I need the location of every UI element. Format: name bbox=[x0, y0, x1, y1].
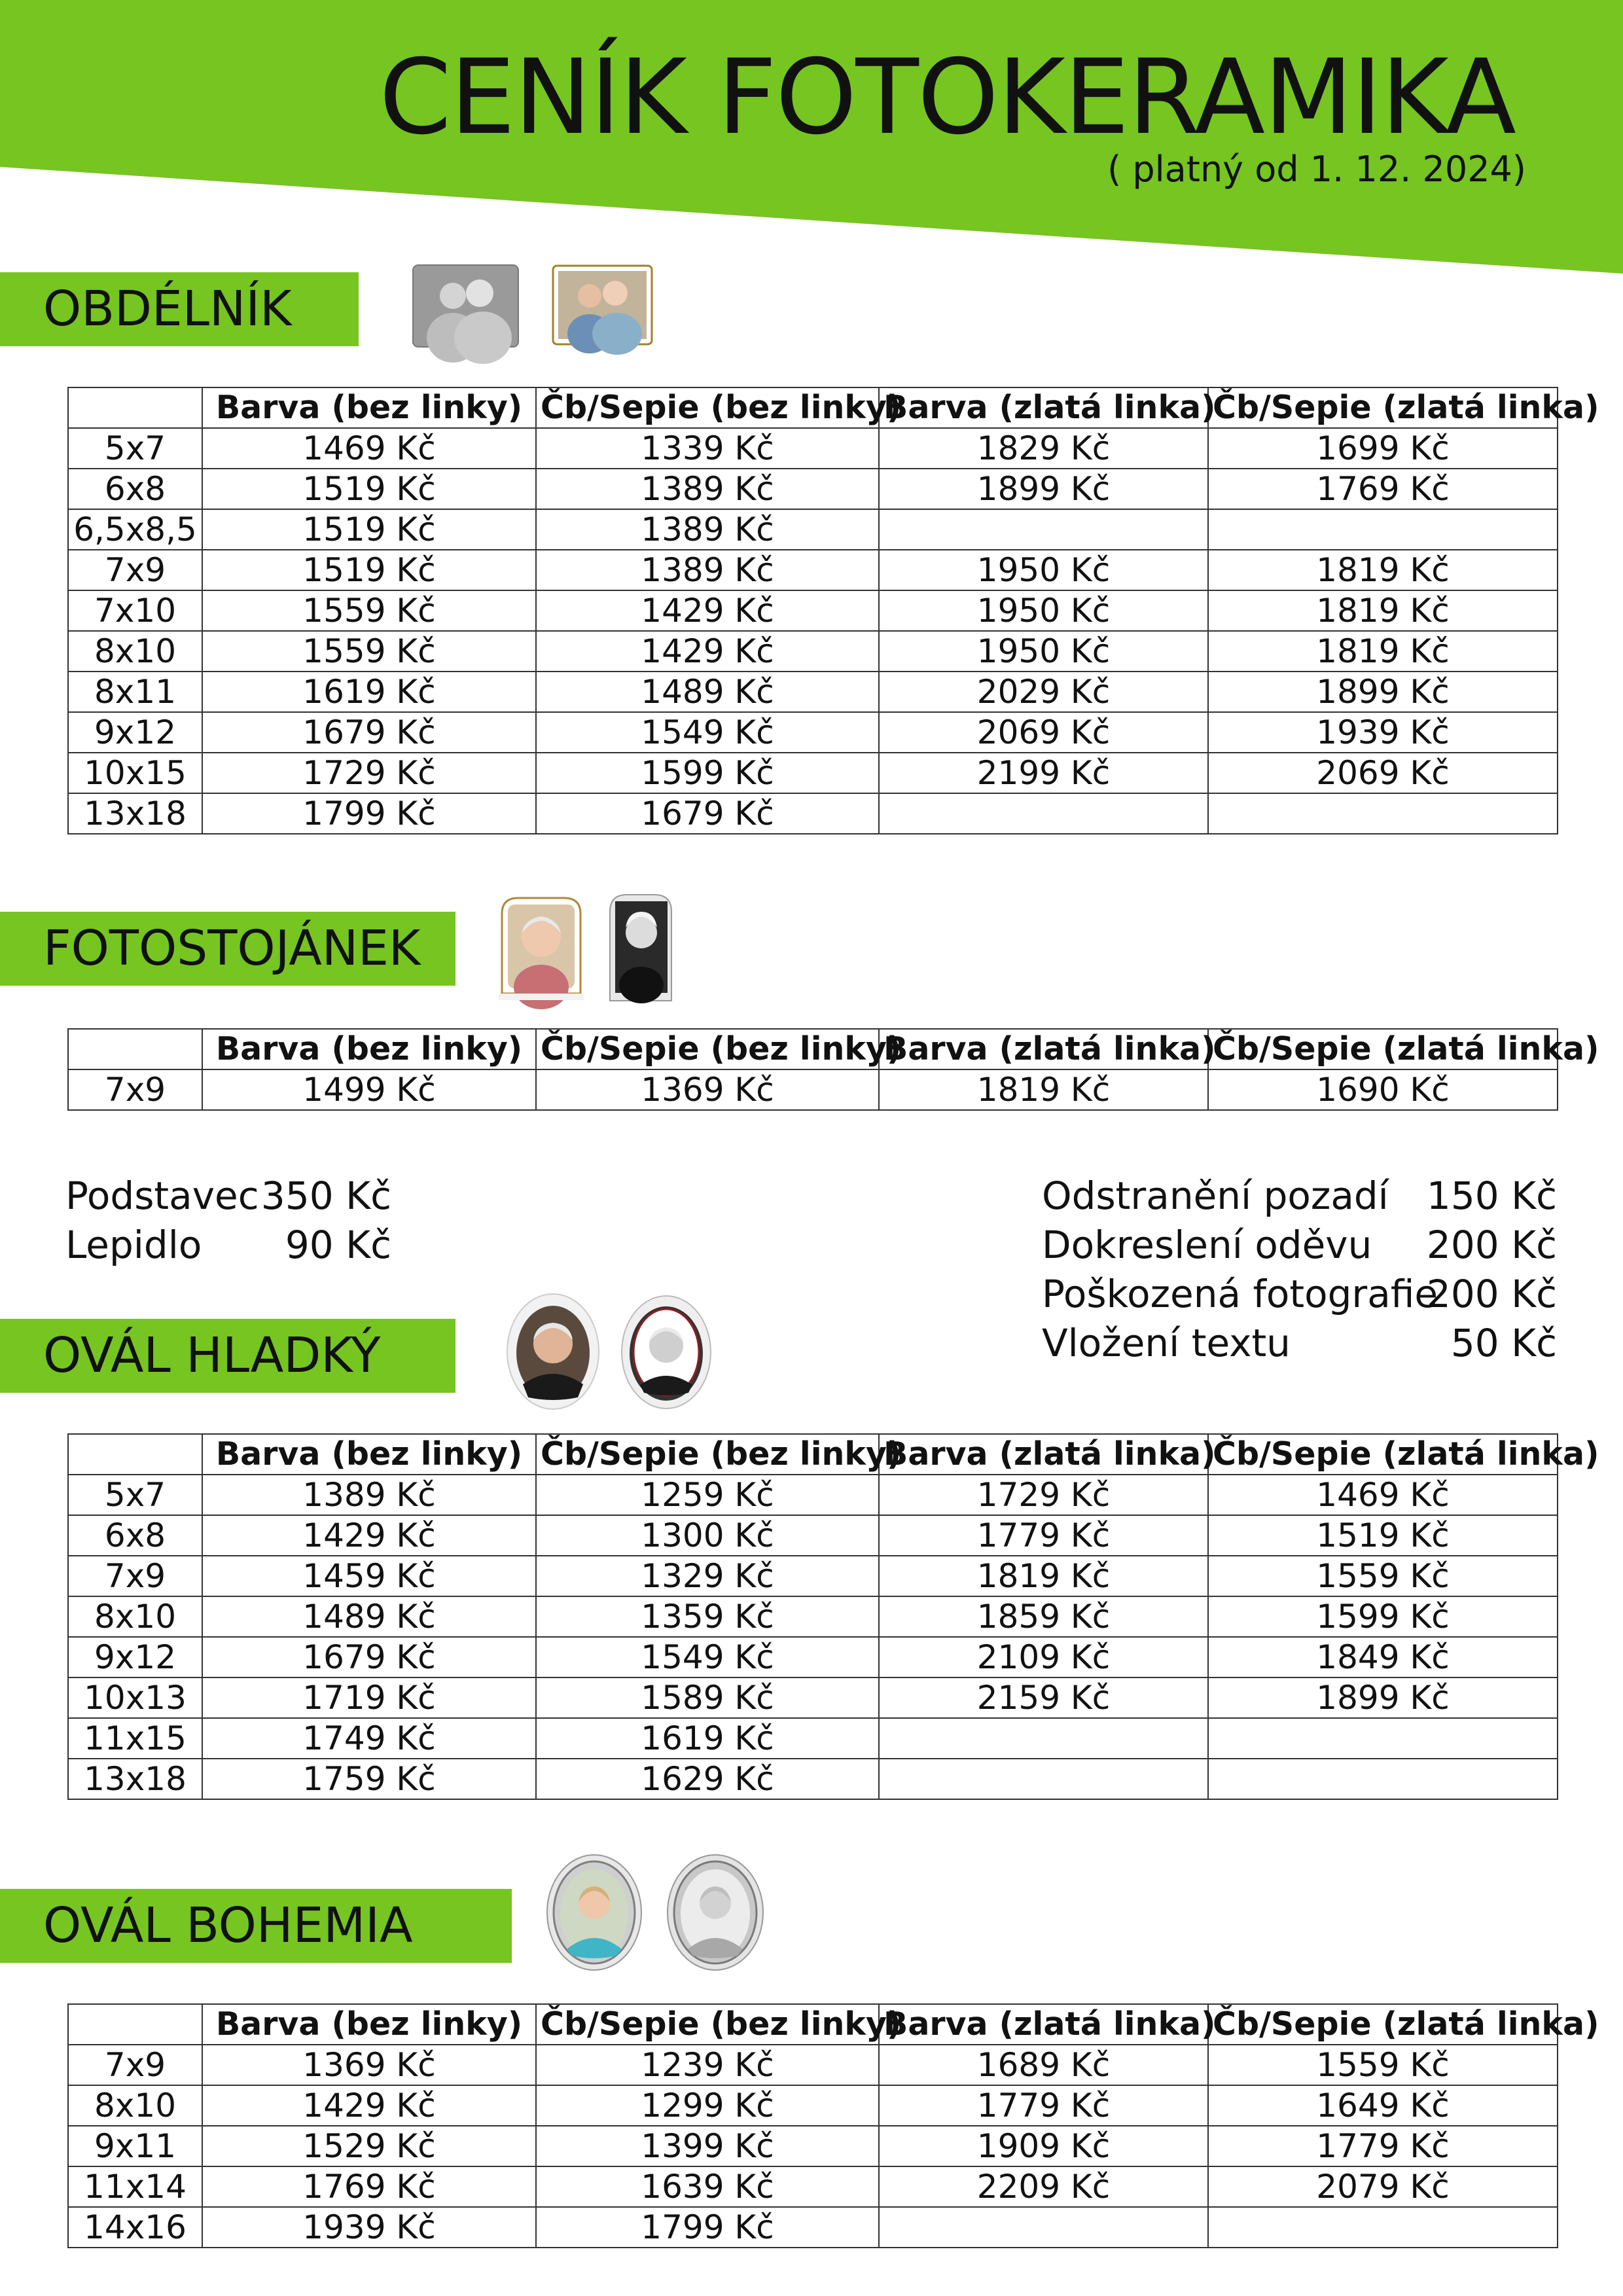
extra-price: 50 Kč bbox=[1450, 1321, 1557, 1365]
price-cell: 2079 Kč bbox=[1208, 2166, 1558, 2207]
table-row bbox=[68, 1637, 1558, 1677]
table-row bbox=[68, 1515, 1558, 1556]
column-header: Barva (zlatá linka) bbox=[879, 2004, 1208, 2045]
price-cell: 2069 Kč bbox=[879, 712, 1208, 753]
price-cell: 1329 Kč bbox=[536, 1556, 879, 1596]
column-header: Čb/Sepie (zlatá linka) bbox=[1208, 2004, 1558, 2045]
price-cell bbox=[879, 793, 1208, 834]
price-cell: 1489 Kč bbox=[536, 672, 879, 712]
size-cell: 7x9 bbox=[68, 1069, 202, 1110]
price-cell: 1819 Kč bbox=[1208, 550, 1558, 590]
section-label-fotostojanek: FOTOSTOJÁNEK bbox=[0, 912, 455, 986]
extra-name: Podstavec bbox=[65, 1174, 259, 1218]
extras-right-list bbox=[1042, 1172, 1557, 1368]
price-cell: 1619 Kč bbox=[202, 672, 536, 712]
extra-name: Lepidlo bbox=[65, 1223, 202, 1267]
size-cell: 10x13 bbox=[68, 1677, 202, 1718]
price-cell: 1459 Kč bbox=[202, 1556, 536, 1596]
price-cell: 2199 Kč bbox=[879, 753, 1208, 793]
price-table-oval-hladky bbox=[67, 1433, 1599, 1800]
section-label-obdelnik: OBDÉLNÍK bbox=[0, 272, 359, 346]
extras-row bbox=[1042, 1172, 1557, 1221]
column-header: Barva (bez linky) bbox=[202, 2004, 536, 2045]
column-header: Barva (zlatá linka) bbox=[879, 1029, 1208, 1069]
price-cell: 1399 Kč bbox=[536, 2126, 879, 2166]
price-cell: 1769 Kč bbox=[202, 2166, 536, 2207]
table-row bbox=[68, 712, 1558, 753]
size-cell: 10x15 bbox=[68, 753, 202, 793]
price-cell: 2109 Kč bbox=[879, 1637, 1208, 1677]
table-row bbox=[68, 753, 1558, 793]
page-subtitle: ( platný od 1. 12. 2024) bbox=[1107, 149, 1526, 190]
price-cell: 1589 Kč bbox=[536, 1677, 879, 1718]
price-cell: 1729 Kč bbox=[879, 1475, 1208, 1515]
price-cell: 1389 Kč bbox=[536, 550, 879, 590]
price-cell: 1519 Kč bbox=[202, 469, 536, 509]
price-cell: 1689 Kč bbox=[879, 2045, 1208, 2085]
price-cell: 1529 Kč bbox=[202, 2126, 536, 2166]
price-cell: 1679 Kč bbox=[202, 712, 536, 753]
price-cell: 1859 Kč bbox=[879, 1596, 1208, 1637]
size-cell: 5x7 bbox=[68, 428, 202, 469]
table-row bbox=[68, 469, 1558, 509]
size-cell: 7x9 bbox=[68, 2045, 202, 2085]
photo-thumbnail-color-gold-rectangle bbox=[552, 264, 653, 346]
table-row bbox=[68, 793, 1558, 834]
price-cell: 1519 Kč bbox=[202, 509, 536, 550]
price-cell: 2069 Kč bbox=[1208, 753, 1558, 793]
price-cell bbox=[1208, 509, 1558, 550]
price-cell: 1719 Kč bbox=[202, 1677, 536, 1718]
table-row bbox=[68, 2045, 1558, 2085]
column-header: Čb/Sepie (zlatá linka) bbox=[1208, 1029, 1558, 1069]
size-cell: 7x9 bbox=[68, 1556, 202, 1596]
price-cell: 1429 Kč bbox=[202, 2085, 536, 2126]
price-cell: 1300 Kč bbox=[536, 1515, 879, 1556]
header-blank-cell bbox=[68, 2004, 202, 2045]
price-cell bbox=[1208, 1718, 1558, 1759]
price-cell: 1899 Kč bbox=[1208, 672, 1558, 712]
extras-row bbox=[65, 1172, 391, 1221]
column-header: Barva (zlatá linka) bbox=[879, 1434, 1208, 1475]
extra-name: Poškozená fotografie bbox=[1042, 1272, 1438, 1316]
price-cell: 1729 Kč bbox=[202, 753, 536, 793]
oval-bohemia-thumbnail-color bbox=[546, 1854, 643, 1971]
table-row bbox=[68, 428, 1558, 469]
price-cell: 1819 Kč bbox=[1208, 631, 1558, 672]
extras-row bbox=[65, 1221, 391, 1270]
price-cell: 1799 Kč bbox=[202, 793, 536, 834]
size-cell: 8x10 bbox=[68, 1596, 202, 1637]
column-header: Čb/Sepie (zlatá linka) bbox=[1208, 1434, 1558, 1475]
price-cell: 1559 Kč bbox=[202, 590, 536, 631]
price-cell: 1909 Kč bbox=[879, 2126, 1208, 2166]
oval-thumbnail-color bbox=[506, 1293, 601, 1410]
price-cell: 1619 Kč bbox=[536, 1718, 879, 1759]
extras-left-list bbox=[65, 1172, 391, 1270]
table-row bbox=[68, 2085, 1558, 2126]
price-cell: 1559 Kč bbox=[1208, 2045, 1558, 2085]
size-cell: 9x12 bbox=[68, 712, 202, 753]
price-cell: 1429 Kč bbox=[202, 1515, 536, 1556]
table-row bbox=[68, 1718, 1558, 1759]
extras-row bbox=[1042, 1270, 1557, 1319]
price-cell: 1359 Kč bbox=[536, 1596, 879, 1637]
price-cell: 1259 Kč bbox=[536, 1475, 879, 1515]
size-cell: 6x8 bbox=[68, 1515, 202, 1556]
price-cell: 1690 Kč bbox=[1208, 1069, 1558, 1110]
price-cell: 1469 Kč bbox=[1208, 1475, 1558, 1515]
price-cell: 1549 Kč bbox=[536, 712, 879, 753]
price-cell: 1559 Kč bbox=[1208, 1556, 1558, 1596]
page-title: CENÍK FOTOKERAMIKA bbox=[379, 37, 1515, 158]
price-cell: 1799 Kč bbox=[536, 2207, 879, 2248]
price-cell: 1389 Kč bbox=[536, 469, 879, 509]
table-row bbox=[68, 1475, 1558, 1515]
price-cell: 1950 Kč bbox=[879, 631, 1208, 672]
price-table-oval-bohemia bbox=[67, 2003, 1599, 2248]
table-row bbox=[68, 2207, 1558, 2248]
price-cell: 1829 Kč bbox=[879, 428, 1208, 469]
column-header: Čb/Sepie (bez linky) bbox=[536, 1029, 879, 1069]
price-cell: 1429 Kč bbox=[536, 590, 879, 631]
price-cell: 1239 Kč bbox=[536, 2045, 879, 2085]
table-row bbox=[68, 550, 1558, 590]
price-cell bbox=[1208, 1759, 1558, 1799]
price-cell: 1779 Kč bbox=[879, 1515, 1208, 1556]
photo-stand-thumbnail-color bbox=[499, 895, 584, 1001]
price-cell: 1769 Kč bbox=[1208, 469, 1558, 509]
price-cell: 1950 Kč bbox=[879, 590, 1208, 631]
price-cell: 1849 Kč bbox=[1208, 1637, 1558, 1677]
price-cell: 1639 Kč bbox=[536, 2166, 879, 2207]
table-row bbox=[68, 1069, 1558, 1110]
column-header: Čb/Sepie (bez linky) bbox=[536, 2004, 879, 2045]
price-cell: 1629 Kč bbox=[536, 1759, 879, 1799]
header-blank-cell bbox=[68, 1029, 202, 1069]
price-cell: 1299 Kč bbox=[536, 2085, 879, 2126]
size-cell: 8x11 bbox=[68, 672, 202, 712]
table-header-row bbox=[68, 387, 1558, 428]
column-header: Čb/Sepie (zlatá linka) bbox=[1208, 387, 1558, 428]
extra-price: 150 Kč bbox=[1426, 1174, 1557, 1218]
column-header: Barva (bez linky) bbox=[202, 1029, 536, 1069]
column-header: Barva (bez linky) bbox=[202, 387, 536, 428]
extra-name: Vložení textu bbox=[1042, 1321, 1291, 1365]
column-header: Barva (zlatá linka) bbox=[879, 387, 1208, 428]
extra-price: 200 Kč bbox=[1426, 1223, 1557, 1267]
table-row bbox=[68, 1556, 1558, 1596]
extra-name: Odstranění pozadí bbox=[1042, 1174, 1389, 1218]
extra-price: 200 Kč bbox=[1426, 1272, 1557, 1316]
table-row bbox=[68, 1759, 1558, 1799]
price-cell: 1599 Kč bbox=[1208, 1596, 1558, 1637]
price-cell: 1489 Kč bbox=[202, 1596, 536, 1637]
price-cell: 1819 Kč bbox=[879, 1556, 1208, 1596]
size-cell: 11x14 bbox=[68, 2166, 202, 2207]
price-table-obdelnik bbox=[67, 387, 1599, 834]
table-row bbox=[68, 590, 1558, 631]
price-cell: 1699 Kč bbox=[1208, 428, 1558, 469]
price-cell: 1939 Kč bbox=[202, 2207, 536, 2248]
photo-stand-thumbnail-bw bbox=[606, 892, 675, 1003]
size-cell: 9x11 bbox=[68, 2126, 202, 2166]
size-cell: 8x10 bbox=[68, 2085, 202, 2126]
header-blank-cell bbox=[68, 1434, 202, 1475]
extra-price: 90 Kč bbox=[285, 1223, 391, 1267]
price-cell: 1679 Kč bbox=[202, 1637, 536, 1677]
size-cell: 11x15 bbox=[68, 1718, 202, 1759]
size-cell: 6,5x8,5 bbox=[68, 509, 202, 550]
table-row bbox=[68, 2126, 1558, 2166]
header-blank-cell bbox=[68, 387, 202, 428]
extras-row bbox=[1042, 1319, 1557, 1368]
extra-name: Dokreslení oděvu bbox=[1042, 1223, 1372, 1267]
price-cell: 1429 Kč bbox=[536, 631, 879, 672]
size-cell: 6x8 bbox=[68, 469, 202, 509]
size-cell: 8x10 bbox=[68, 631, 202, 672]
price-cell: 1519 Kč bbox=[202, 550, 536, 590]
table-header-row bbox=[68, 1029, 1558, 1069]
price-cell bbox=[1208, 2207, 1558, 2248]
price-table-fotostojanek bbox=[67, 1028, 1599, 1111]
column-header: Čb/Sepie (bez linky) bbox=[536, 387, 879, 428]
table-header-row bbox=[68, 1434, 1558, 1475]
table-row bbox=[68, 631, 1558, 672]
table-row bbox=[68, 2166, 1558, 2207]
price-cell: 1779 Kč bbox=[879, 2085, 1208, 2126]
size-cell: 7x10 bbox=[68, 590, 202, 631]
price-cell: 1369 Kč bbox=[536, 1069, 879, 1110]
size-cell: 13x18 bbox=[68, 793, 202, 834]
extra-price: 350 Kč bbox=[260, 1174, 391, 1218]
table-row bbox=[68, 509, 1558, 550]
table-header-row bbox=[68, 2004, 1558, 2045]
price-cell: 1599 Kč bbox=[536, 753, 879, 793]
price-cell: 1939 Kč bbox=[1208, 712, 1558, 753]
size-cell: 14x16 bbox=[68, 2207, 202, 2248]
price-cell bbox=[879, 1759, 1208, 1799]
size-cell: 7x9 bbox=[68, 550, 202, 590]
price-cell bbox=[879, 2207, 1208, 2248]
price-cell: 1499 Kč bbox=[202, 1069, 536, 1110]
price-cell: 2159 Kč bbox=[879, 1677, 1208, 1718]
price-cell bbox=[879, 1718, 1208, 1759]
price-cell: 1519 Kč bbox=[1208, 1515, 1558, 1556]
price-cell: 1389 Kč bbox=[202, 1475, 536, 1515]
section-label-oval-bohemia: OVÁL BOHEMIA bbox=[0, 1889, 512, 1963]
price-cell: 2029 Kč bbox=[879, 672, 1208, 712]
price-cell: 1549 Kč bbox=[536, 1637, 879, 1677]
oval-thumbnail-bw bbox=[620, 1295, 712, 1410]
size-cell: 13x18 bbox=[68, 1759, 202, 1799]
price-cell: 1559 Kč bbox=[202, 631, 536, 672]
price-cell: 1899 Kč bbox=[879, 469, 1208, 509]
price-cell: 1950 Kč bbox=[879, 550, 1208, 590]
price-cell bbox=[879, 509, 1208, 550]
price-cell: 1749 Kč bbox=[202, 1718, 536, 1759]
size-cell: 5x7 bbox=[68, 1475, 202, 1515]
price-cell: 1779 Kč bbox=[1208, 2126, 1558, 2166]
price-cell: 1469 Kč bbox=[202, 428, 536, 469]
section-label-oval-hladky: OVÁL HLADKÝ bbox=[0, 1319, 455, 1393]
price-cell: 1819 Kč bbox=[1208, 590, 1558, 631]
photo-thumbnail-bw-rectangle bbox=[412, 264, 519, 348]
price-cell: 1369 Kč bbox=[202, 2045, 536, 2085]
price-cell: 2209 Kč bbox=[879, 2166, 1208, 2207]
price-cell: 1679 Kč bbox=[536, 793, 879, 834]
table-row bbox=[68, 672, 1558, 712]
price-cell: 1389 Kč bbox=[536, 509, 879, 550]
column-header: Čb/Sepie (bez linky) bbox=[536, 1434, 879, 1475]
extras-row bbox=[1042, 1221, 1557, 1270]
price-cell: 1819 Kč bbox=[879, 1069, 1208, 1110]
price-cell: 1649 Kč bbox=[1208, 2085, 1558, 2126]
table-row bbox=[68, 1596, 1558, 1637]
price-cell: 1339 Kč bbox=[536, 428, 879, 469]
price-cell bbox=[1208, 793, 1558, 834]
size-cell: 9x12 bbox=[68, 1637, 202, 1677]
price-cell: 1759 Kč bbox=[202, 1759, 536, 1799]
oval-bohemia-thumbnail-bw bbox=[666, 1854, 764, 1971]
column-header: Barva (bez linky) bbox=[202, 1434, 536, 1475]
table-row bbox=[68, 1677, 1558, 1718]
price-cell: 1899 Kč bbox=[1208, 1677, 1558, 1718]
